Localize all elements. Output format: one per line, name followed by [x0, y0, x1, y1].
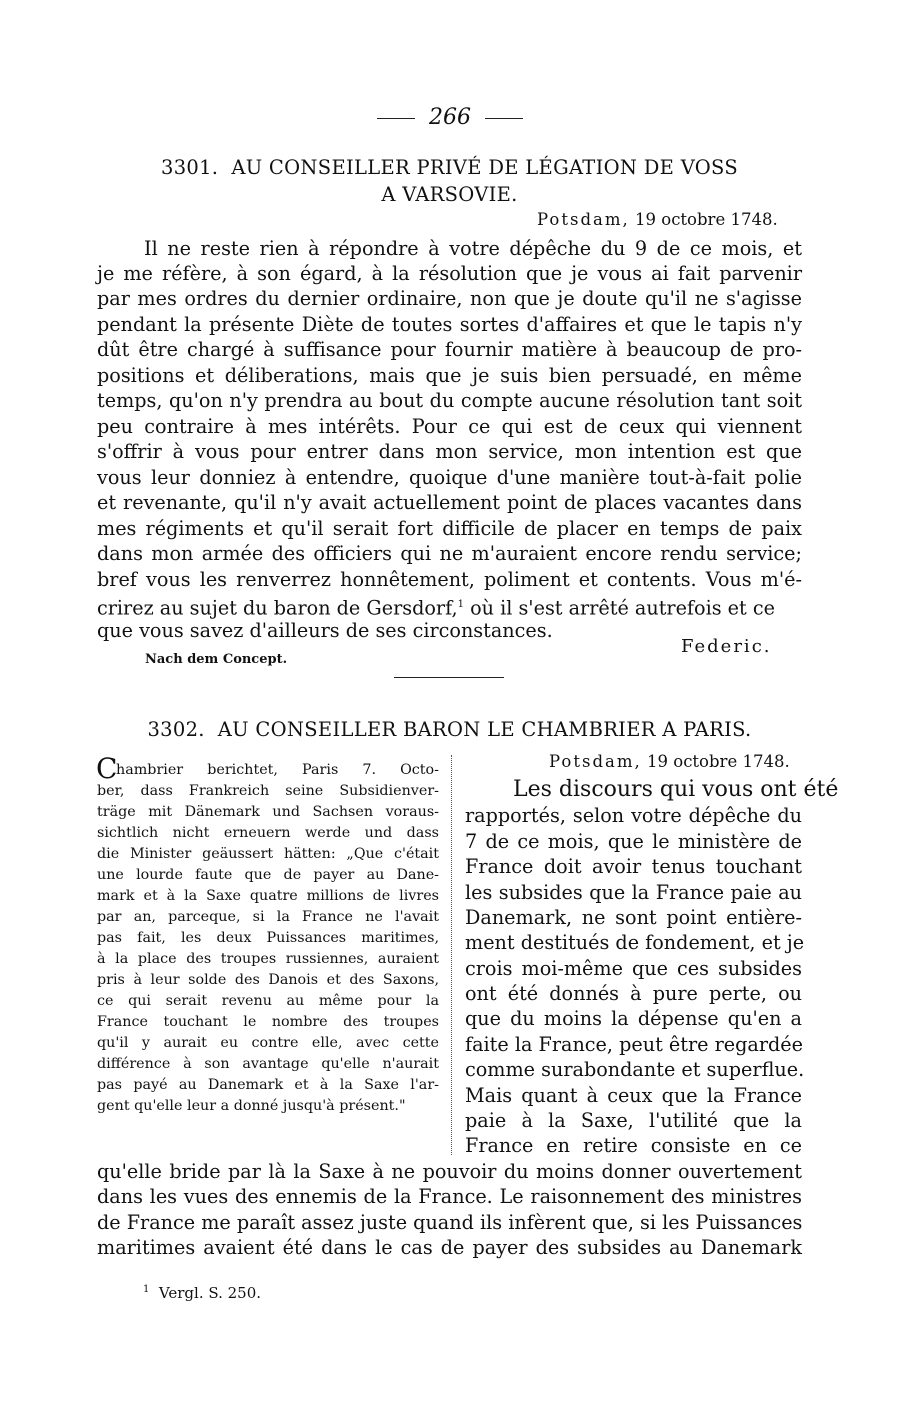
- letter-3301-line: s'offrir à vous pour entrer dans mon service, mon intention est que: [97, 440, 802, 463]
- letter-3301-line-part: crirez au sujet du baron de Gersdorf,: [97, 596, 458, 620]
- summary-note-line: par an, parceque, si la France ne l'avait: [97, 909, 439, 925]
- letter-3302-line: France en retire consiste en ce: [465, 1134, 802, 1157]
- letter-3301-date: 19 octobre 1748.: [635, 210, 778, 229]
- page-number: [0, 105, 900, 130]
- summary-note-line: ber, dass Frankreich seine Subsidienver-: [97, 783, 439, 799]
- letter-3301-line: positions et déliberations, mais que je suis bien persuadé, en même: [97, 364, 802, 387]
- page-number-value: 266: [429, 105, 471, 130]
- summary-note-line: die Minister geäussert hätten: „Que c'était: [97, 846, 439, 862]
- letter-3302-line: crois moi-même que ces subsides: [465, 957, 802, 980]
- letter-3301-line: bref vous les renverrez honnêtement, poliment et contents. Vous m'é-: [97, 568, 802, 591]
- letter-3301-line: que vous savez d'ailleurs de ses circonstances.: [97, 619, 553, 642]
- summary-note-line: ce qui serait revenu au même pour la: [97, 993, 439, 1009]
- letter-3302-title: AU CONSEILLER BARON LE CHAMBRIER A PARIS.: [217, 718, 752, 741]
- letter-3302-line: que du moins la dépense qu'en a: [465, 1007, 802, 1030]
- letter-3302-line: les subsides que la France paie au: [465, 881, 802, 904]
- letter-3302-line: de France me paraît assez juste quand ils infèrent que, si les Puissances: [97, 1211, 803, 1234]
- letter-3301-heading: [97, 154, 802, 208]
- letter-3301-title: AU CONSEILLER PRIVÉ DE LÉGATION DE VOSS: [231, 156, 738, 179]
- column-separator: [451, 755, 452, 1155]
- letter-3302-line: rapportés, selon votre dépêche du: [465, 804, 802, 827]
- letter-3301-line: [97, 592, 802, 620]
- letter-3302-heading: [97, 716, 802, 743]
- summary-note-line: France touchant le nombre des troupes: [97, 1014, 439, 1030]
- letter-3302-line: 7 de ce mois, que le ministère de: [465, 830, 802, 853]
- section-divider: [394, 677, 504, 678]
- letter-3301-heading-line2: A VARSOVIE.: [381, 183, 518, 206]
- letter-3301-dateline: [537, 210, 778, 229]
- letter-3301-line: dans mon armée des officiers qui ne m'auraient encore rendu service;: [97, 542, 802, 565]
- letter-3302-line: ont été donnés à pure perte, ou: [465, 982, 802, 1005]
- letter-3301-line-part: où il s'est arrêté autrefois et ce: [463, 596, 775, 620]
- letter-3301-line: par mes ordres du dernier ordinaire, non que je doute qu'il ne s'agisse: [97, 287, 802, 310]
- letter-3302-line: faite la France, peut être regardée: [465, 1033, 804, 1056]
- summary-note-line: pris à leur solde des Danois et des Saxons,: [97, 972, 439, 988]
- footnote-reference: 1: [457, 599, 464, 610]
- letter-3301-line: temps, qu'on n'y prendra au bout du compte aucune résolution tant soit: [97, 389, 802, 412]
- summary-note-line: différence à son avantage qu'elle n'aurait: [97, 1056, 439, 1072]
- letter-3302-line: dans les vues des ennemis de la France. Le raisonnement des ministres: [97, 1185, 802, 1208]
- letter-3302-line: paie à la Saxe, l'utilité que la: [465, 1109, 802, 1132]
- summary-note-line: hambrier berichtet, Paris 7. Octo-: [116, 762, 439, 778]
- source-note: Nach dem Concept.: [145, 652, 288, 667]
- letter-3302-number: 3302.: [147, 718, 205, 741]
- summary-note-line: sichtlich nicht erneuern werde und dass: [97, 825, 439, 841]
- footnote: [143, 1284, 261, 1302]
- letter-3301-heading-line1: [97, 154, 802, 181]
- letter-3302-line: maritimes avaient été dans le cas de payer des subsides au Danemark: [97, 1236, 802, 1259]
- signature: Federic.: [681, 636, 772, 657]
- letter-3302-line: Mais quant à ceux que la France: [465, 1084, 802, 1107]
- letter-3301-line: Il ne reste rien à répondre à votre dépêche du 9 de ce mois, et: [144, 237, 802, 260]
- letter-3301-line: peu contraire à mes intérêts. Pour ce qui est de ceux qui viennent: [97, 415, 802, 438]
- summary-note-line: à la place des troupes russiennes, auraient: [97, 951, 439, 967]
- letter-3302-line: comme surabondante et superflue.: [465, 1058, 805, 1081]
- summary-note-line: pas payé au Danemark et à la Saxe l'ar-: [97, 1077, 439, 1093]
- letter-3301-number: 3301.: [160, 156, 219, 179]
- note-dropcap: C: [96, 752, 118, 785]
- summary-note-line: mark et à la Saxe quatre millions de livres: [97, 888, 439, 904]
- page-number-dash-right: [485, 118, 523, 119]
- letter-3302-line: qu'elle bride par là la Saxe à ne pouvoir du moins donner ouvertement: [97, 1160, 802, 1183]
- summary-note-line: pas fait, les deux Puissances maritimes,: [97, 930, 439, 946]
- letter-3301-line: je me réfère, à son égard, à la résolution que je vous ai fait parvenir: [97, 262, 802, 285]
- letter-3301-date-place: Potsdam,: [537, 210, 630, 229]
- summary-note-line: gent qu'elle leur a donné jusqu'à présent.": [97, 1098, 406, 1114]
- letter-3301-line: dût être chargé à suffisance pour fournir matière à beaucoup de pro-: [97, 338, 802, 361]
- letter-3302-line: ment destitués de fondement, et je: [465, 931, 805, 954]
- summary-note-line: träge mit Dänemark und Sachsen voraus-: [97, 804, 439, 820]
- letter-3301-line: et revenante, qu'il n'y avait actuellement point de places vacantes dans: [97, 491, 802, 514]
- letter-3302-line: Danemark, ne sont point entière-: [465, 906, 802, 929]
- letter-3301-line: mes régiments et qu'il serait fort difficile de placer en temps de paix: [97, 517, 802, 540]
- footnote-text: Vergl. S. 250.: [158, 1284, 262, 1302]
- letter-3302-line: Les discours qui vous ont été: [513, 777, 839, 802]
- summary-note-line: qu'il y aurait eu contre elle, avec cette: [97, 1035, 439, 1051]
- summary-note-line: une lourde faute que de payer au Dane-: [97, 867, 439, 883]
- letter-3301-line: vous leur donniez à entendre, quoique d'une manière tout-à-fait polie: [97, 466, 802, 489]
- page-number-dash-left: [377, 118, 415, 119]
- footnote-marker: 1: [143, 1284, 150, 1295]
- letter-3302-line: France doit avoir tenus touchant: [465, 855, 802, 878]
- letter-3302-dateline: [549, 752, 790, 771]
- letter-3301-line: pendant la présente Diète de toutes sortes d'affaires et que le tapis n'y: [97, 313, 802, 336]
- letter-3302-date: 19 octobre 1748.: [647, 752, 790, 771]
- letter-3302-date-place: Potsdam,: [549, 752, 642, 771]
